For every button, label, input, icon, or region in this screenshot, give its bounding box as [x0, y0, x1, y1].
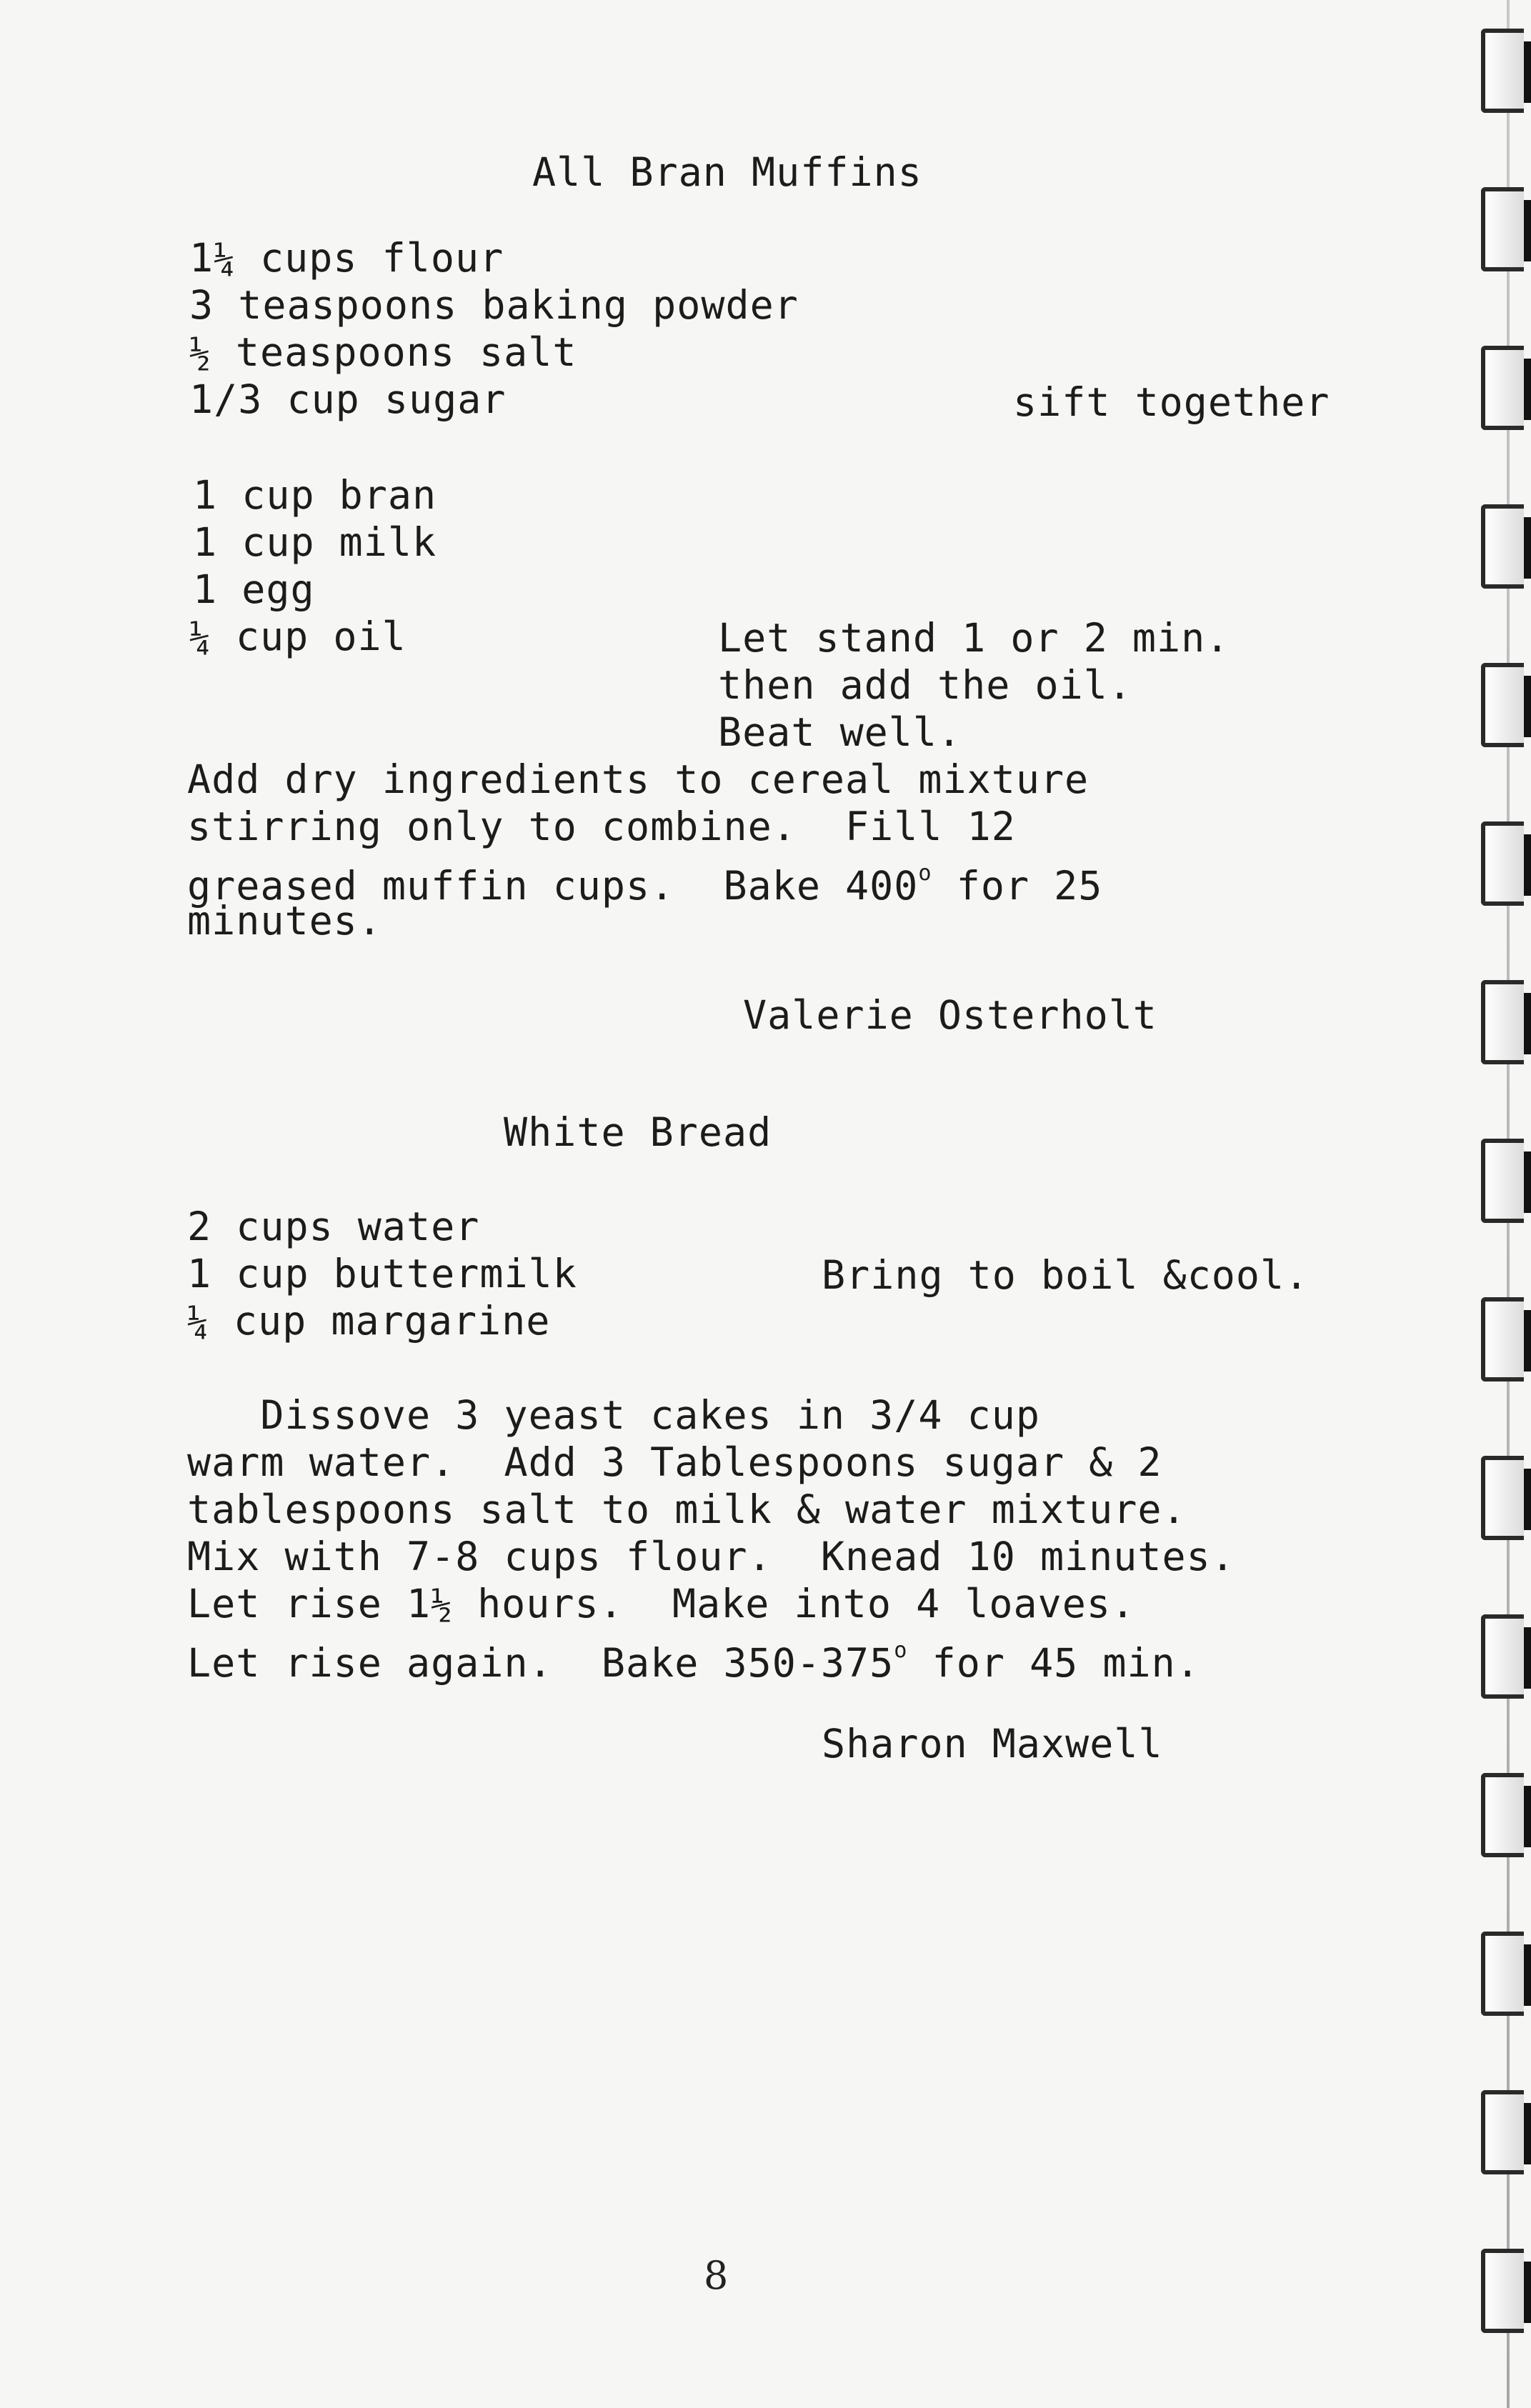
binding-ring [1481, 663, 1524, 747]
ingredient-water: 2 cups water [187, 1204, 480, 1249]
direction-line: Let rise again. Bake 350-375$^o$ for 45 min. [187, 1638, 1200, 1687]
comb-binding [1452, 0, 1531, 2408]
binding-ring [1481, 1932, 1524, 2016]
direction-line: minutes. [187, 898, 382, 944]
binding-ring [1481, 1139, 1524, 1223]
direction-line: Let rise 1½ hours. Make into 4 loaves. [187, 1581, 1136, 1627]
ingredient-margarine: ¼ cup margarine [187, 1298, 551, 1344]
binding-ring [1481, 1614, 1524, 1699]
ingredient-buttermilk: 1 cup buttermilk [187, 1251, 577, 1297]
binding-ring [1481, 2249, 1524, 2333]
direction-line: Dissove 3 yeast cakes in 3/4 cup [187, 1392, 1040, 1438]
binding-ring [1481, 29, 1524, 113]
binding-ring [1481, 346, 1524, 430]
binding-ring [1481, 2090, 1524, 2174]
ingredient-flour: 1¼ cups flour [189, 235, 504, 281]
binding-ring [1481, 187, 1524, 271]
recipe-title-white-bread: White Bread [504, 1109, 772, 1155]
ingredient-oil: ¼ cup oil [189, 614, 407, 659]
ingredient-milk: 1 cup milk [193, 519, 437, 565]
note-add-oil: then add the oil. [718, 662, 1132, 708]
ingredient-bran: 1 cup bran [193, 472, 437, 518]
ingredient-sugar: 1/3 cup sugar [189, 376, 507, 422]
binding-ring [1481, 821, 1524, 906]
ingredient-egg: 1 egg [193, 566, 315, 612]
recipe-title-all-bran-muffins: All Bran Muffins [532, 149, 922, 195]
direction-line: tablespoons salt to milk & water mixture. [187, 1487, 1187, 1532]
ingredient-note-sift: sift together [1013, 379, 1330, 425]
direction-line: Add dry ingredients to cereal mixture [187, 756, 1089, 802]
binding-ring [1481, 504, 1524, 589]
direction-line: warm water. Add 3 Tablespoons sugar & 2 [187, 1439, 1162, 1485]
note-stand: Let stand 1 or 2 min. [718, 615, 1230, 661]
binding-ring [1481, 1456, 1524, 1540]
binding-ring [1481, 1773, 1524, 1857]
page-number: 8 [704, 2253, 729, 2298]
binding-ring [1481, 980, 1524, 1064]
direction-line: greased muffin cups. Bake 400$^o$ for 25 [187, 861, 1103, 909]
ingredient-note-boil: Bring to boil &cool. [822, 1252, 1310, 1298]
recipe-author: Valerie Osterholt [743, 992, 1157, 1038]
recipe-author: Sharon Maxwell [822, 1721, 1163, 1767]
direction-line: Mix with 7-8 cups flour. Knead 10 minutes. [187, 1534, 1235, 1579]
note-beat: Beat well. [718, 709, 962, 755]
direction-line: stirring only to combine. Fill 12 [187, 804, 1016, 849]
ingredient-salt: ½ teaspoons salt [189, 329, 577, 375]
ingredient-baking-powder: 3 teaspoons baking powder [189, 282, 799, 328]
binding-ring [1481, 1297, 1524, 1382]
